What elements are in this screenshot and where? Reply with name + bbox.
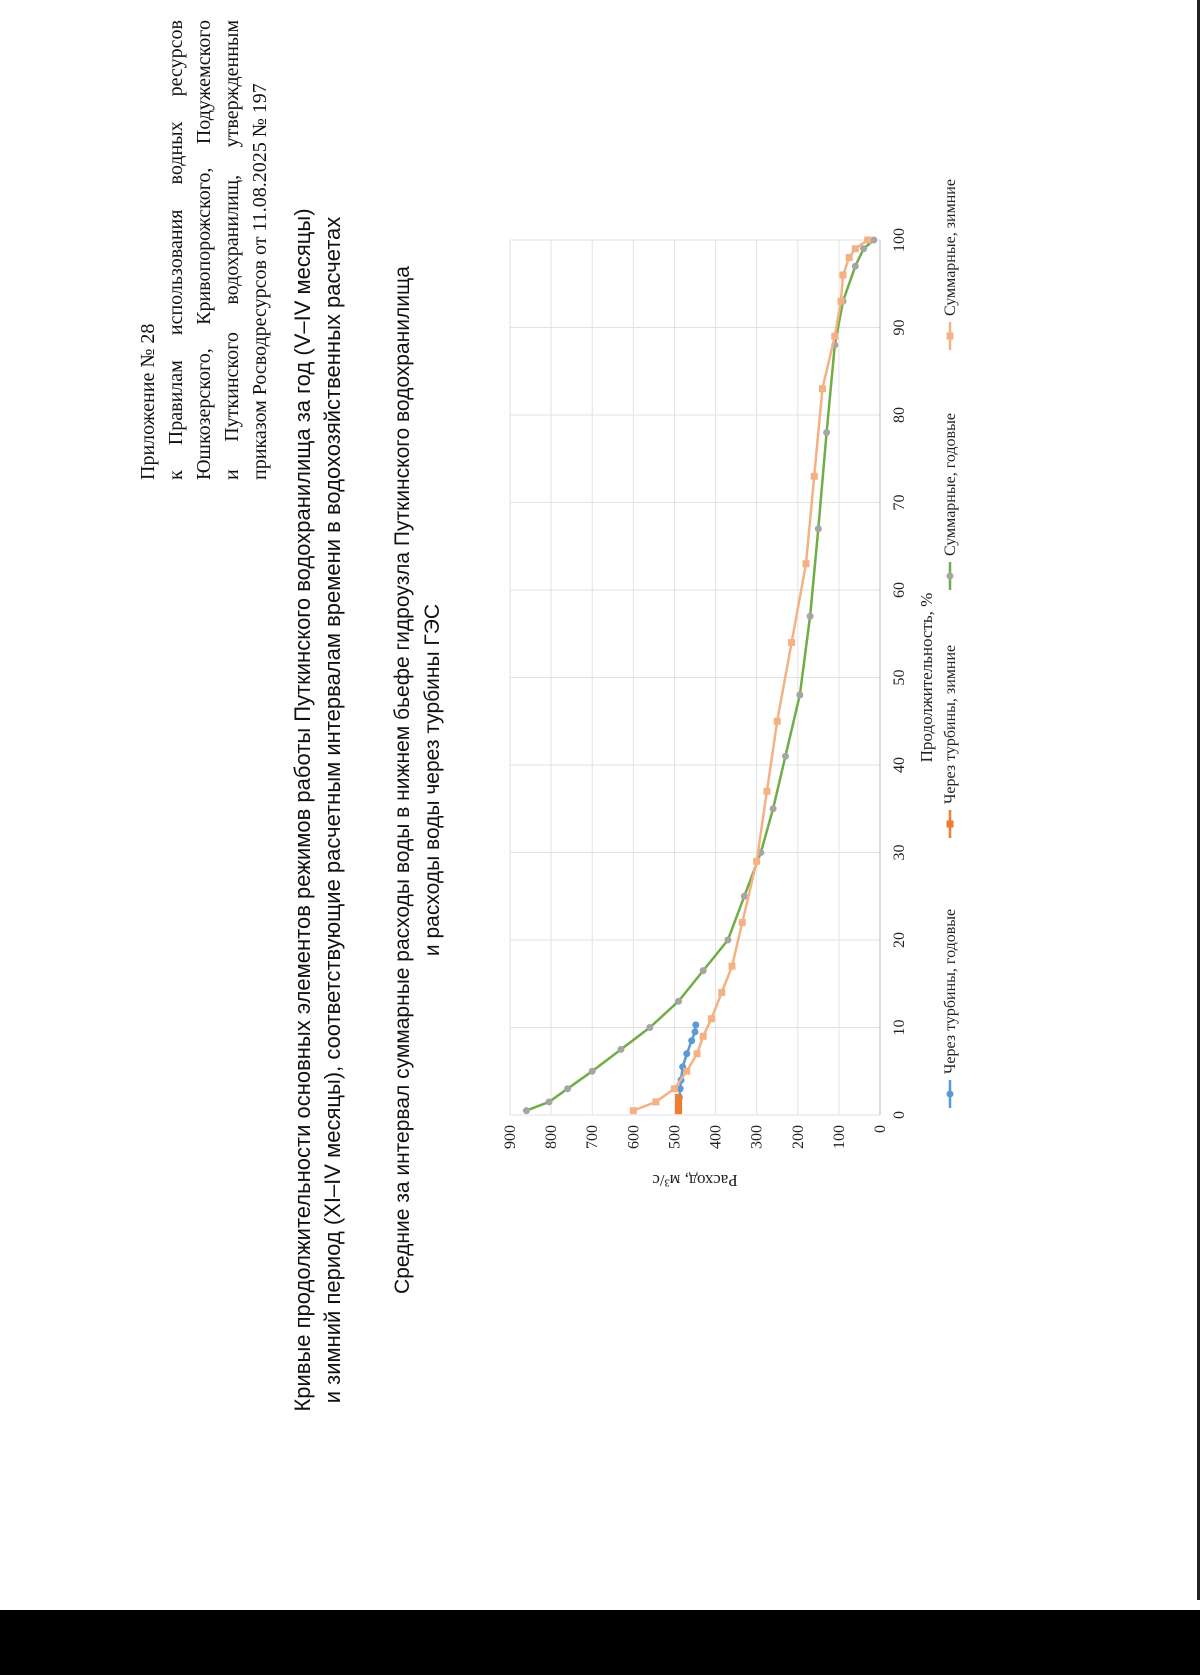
data-point <box>852 245 859 252</box>
data-point <box>718 989 725 996</box>
y-tick-label: 200 <box>789 1125 807 1149</box>
appendix-title: Приложение № 28 <box>137 323 159 480</box>
data-point <box>860 245 867 252</box>
x-tick-label: 20 <box>891 932 908 948</box>
data-point <box>564 1085 571 1092</box>
x-tick-label: 10 <box>891 1019 908 1036</box>
series-line <box>526 240 873 1111</box>
data-point <box>796 692 803 699</box>
x-tick-label: 100 <box>891 228 908 252</box>
data-point <box>618 1046 625 1053</box>
x-tick-label: 80 <box>891 407 908 423</box>
data-point <box>700 1033 707 1040</box>
data-point <box>683 1050 690 1057</box>
data-point <box>846 254 853 261</box>
subheading-line: и расходы воды через турбины ГЭС <box>421 603 444 957</box>
appendix-line: к Правилам использования водных ресурсов <box>165 20 187 480</box>
data-point <box>692 1028 699 1035</box>
y-axis-label: Расход, м³/с <box>652 1171 738 1190</box>
data-point <box>807 613 814 620</box>
legend-label: Суммарные, годовые <box>942 413 959 556</box>
y-tick-label: 800 <box>543 1125 561 1149</box>
data-point <box>671 1085 678 1092</box>
y-tick-label: 100 <box>830 1125 848 1149</box>
appendix-line: Юшкозерского, Кривопорожского, Подужемского <box>193 20 215 480</box>
data-point <box>831 333 838 340</box>
data-point <box>770 805 777 812</box>
data-point <box>840 272 847 279</box>
data-point <box>688 1037 695 1044</box>
data-point <box>774 718 781 725</box>
x-axis-label: Продолжительность, % <box>917 592 936 763</box>
data-point <box>788 639 795 646</box>
y-tick-label: 300 <box>748 1125 766 1149</box>
data-point <box>819 385 826 392</box>
data-point <box>589 1068 596 1075</box>
data-point <box>753 858 760 865</box>
x-tick-label: 90 <box>891 319 908 336</box>
data-point <box>675 998 682 1005</box>
legend-marker <box>947 1091 954 1098</box>
data-point <box>729 963 736 970</box>
heading-line: Кривые продолжительности основных элементов режимов работы Путкинского водохранилища за год (V–IV месяцы) <box>290 208 315 1412</box>
x-tick-label: 50 <box>891 669 908 686</box>
data-point <box>646 1024 653 1031</box>
data-point <box>694 1050 701 1057</box>
x-tick-label: 30 <box>891 844 908 861</box>
legend-label: Через турбины, зимние <box>942 644 959 804</box>
data-point <box>724 937 731 944</box>
x-tick-label: 40 <box>891 757 908 773</box>
data-point <box>708 1015 715 1022</box>
data-point <box>652 1098 659 1105</box>
legend-label: Суммарные, зимние <box>942 179 959 316</box>
data-point <box>852 263 859 270</box>
legend-marker <box>947 573 954 580</box>
y-tick-label: 700 <box>584 1125 602 1149</box>
data-point <box>803 560 810 567</box>
data-point <box>864 237 871 244</box>
data-point <box>700 967 707 974</box>
data-point <box>683 1068 690 1075</box>
data-point <box>782 753 789 760</box>
x-tick-label: 60 <box>891 582 908 598</box>
data-point <box>692 1021 699 1028</box>
appendix-line: и Путкинского водохранилищ, утвержденным <box>221 20 243 480</box>
y-tick-label: 400 <box>707 1125 725 1149</box>
x-tick-label: 70 <box>891 494 908 511</box>
legend-label: Через турбины, годовые <box>942 908 959 1074</box>
y-tick-label: 600 <box>625 1125 643 1149</box>
y-tick-label: 500 <box>666 1125 684 1149</box>
data-point <box>870 237 877 244</box>
data-point <box>763 788 770 795</box>
data-point <box>823 429 830 436</box>
data-point <box>630 1107 637 1114</box>
data-point <box>811 473 818 480</box>
data-point <box>837 298 844 305</box>
x-tick-label: 0 <box>891 1111 908 1119</box>
data-point <box>739 919 746 926</box>
legend-marker <box>947 821 954 828</box>
data-point <box>815 525 822 532</box>
heading-line: и зимний период (XI–IV месяцы), соответствующие расчетным интервалам времени в водохозяйственных расчетах <box>320 216 345 1404</box>
y-tick-label: 0 <box>872 1125 889 1133</box>
legend-marker <box>947 333 954 340</box>
data-point <box>523 1107 530 1114</box>
data-point <box>546 1098 553 1105</box>
subheading-line: Средние за интервал суммарные расходы воды в нижнем бьефе гидроузла Путкинского водохранилища <box>391 266 414 1294</box>
y-tick-label: 900 <box>502 1125 519 1149</box>
data-point <box>675 1094 682 1101</box>
appendix-line: приказом Росводресурсов от 11.08.2025 № 197 <box>249 83 271 480</box>
